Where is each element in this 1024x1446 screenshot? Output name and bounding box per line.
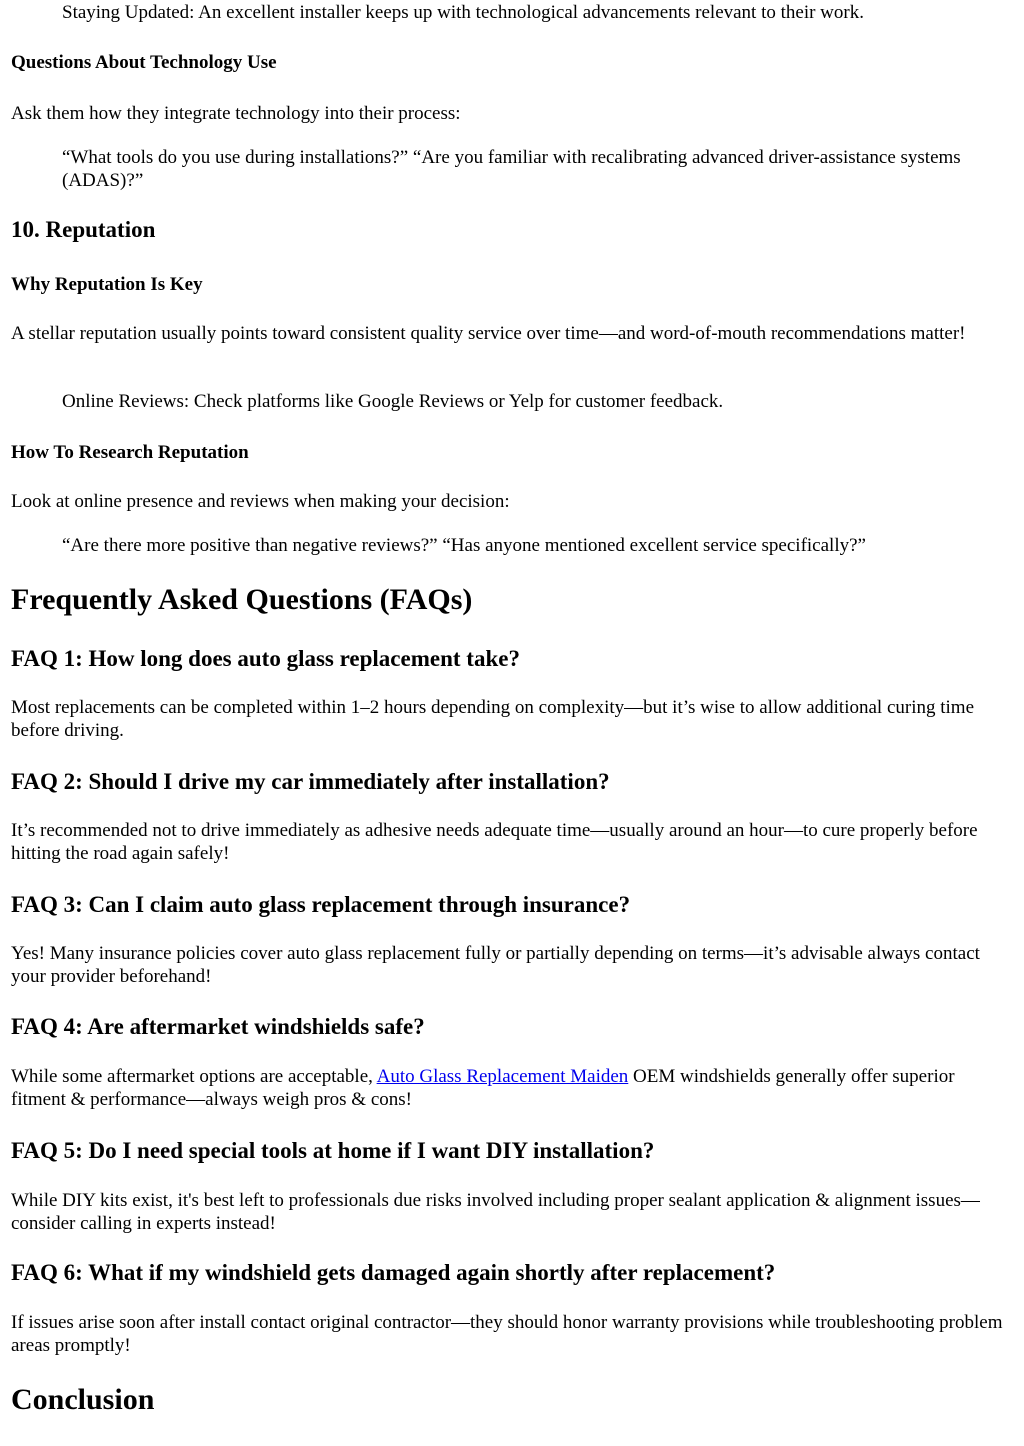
- conclusion-heading: Conclusion: [11, 1383, 155, 1416]
- faq-3-question: FAQ 3: Can I claim auto glass replacement through insurance?: [11, 892, 631, 917]
- faq-4-answer: [11, 1065, 991, 1111]
- technology-intro-paragraph: Ask them how they integrate technology into their process:: [11, 103, 461, 124]
- research-paragraph: Look at online presence and reviews when making your decision:: [11, 491, 510, 512]
- auto-glass-replacement-maiden-link[interactable]: Auto Glass Replacement Maiden: [376, 1066, 629, 1087]
- faq-3-answer: Yes! Many insurance policies cover auto glass replacement fully or partially depending on terms—it’s advisable always contact your provider beforehand!: [11, 943, 980, 987]
- faq-6-question: FAQ 6: What if my windshield gets damaged again shortly after replacement?: [11, 1260, 776, 1285]
- technology-questions-quote: “What tools do you use during installations?” “Are you familiar with recalibrating advanced driver-assistance systems (ADAS)?”: [62, 147, 961, 191]
- faq-2-question: FAQ 2: Should I drive my car immediately after installation?: [11, 769, 610, 794]
- faq-4-question: FAQ 4: Are aftermarket windshields safe?: [11, 1014, 425, 1039]
- faq-heading: Frequently Asked Questions (FAQs): [11, 583, 473, 616]
- faq-5-answer: While DIY kits exist, it's best left to professionals due risks involved including proper sealant application & alignment issues—consider calling in experts instead!: [11, 1190, 980, 1234]
- reputation-heading: 10. Reputation: [11, 217, 156, 242]
- faq-2-answer: It’s recommended not to drive immediately as adhesive needs adequate time—usually around an hour—to cure properly before hitting the road again safely!: [11, 820, 978, 864]
- faq-4-answer-start: While some aftermarket options are acceptable,: [11, 1066, 377, 1087]
- technology-questions-heading: Questions About Technology Use: [11, 52, 277, 73]
- research-reputation-heading: How To Research Reputation: [11, 442, 249, 463]
- research-questions-quote: “Are there more positive than negative reviews?” “Has anyone mentioned excellent service specifically?”: [62, 535, 866, 556]
- staying-updated-item: Staying Updated: An excellent installer keeps up with technological advancements relevant to their work.: [62, 2, 864, 23]
- faq-1-question: FAQ 1: How long does auto glass replacement take?: [11, 646, 520, 671]
- why-reputation-heading: Why Reputation Is Key: [11, 274, 203, 295]
- online-reviews-item: Online Reviews: Check platforms like Google Reviews or Yelp for customer feedback.: [62, 391, 724, 412]
- why-reputation-paragraph: A stellar reputation usually points toward consistent quality service over time—and word-of-mouth recommendations matter!: [11, 323, 966, 344]
- faq-6-answer: If issues arise soon after install contact original contractor—they should honor warranty provisions while troubleshooting problem areas promptly!: [11, 1312, 1003, 1356]
- faq-5-question: FAQ 5: Do I need special tools at home if I want DIY installation?: [11, 1138, 655, 1163]
- faq-1-answer: Most replacements can be completed within 1–2 hours depending on complexity—but it’s wise to allow additional curing time before driving.: [11, 697, 974, 741]
- faq-4-answer-end: OEM windshields generally offer superior fitment & performance—always weigh pros & cons!: [11, 1066, 955, 1110]
